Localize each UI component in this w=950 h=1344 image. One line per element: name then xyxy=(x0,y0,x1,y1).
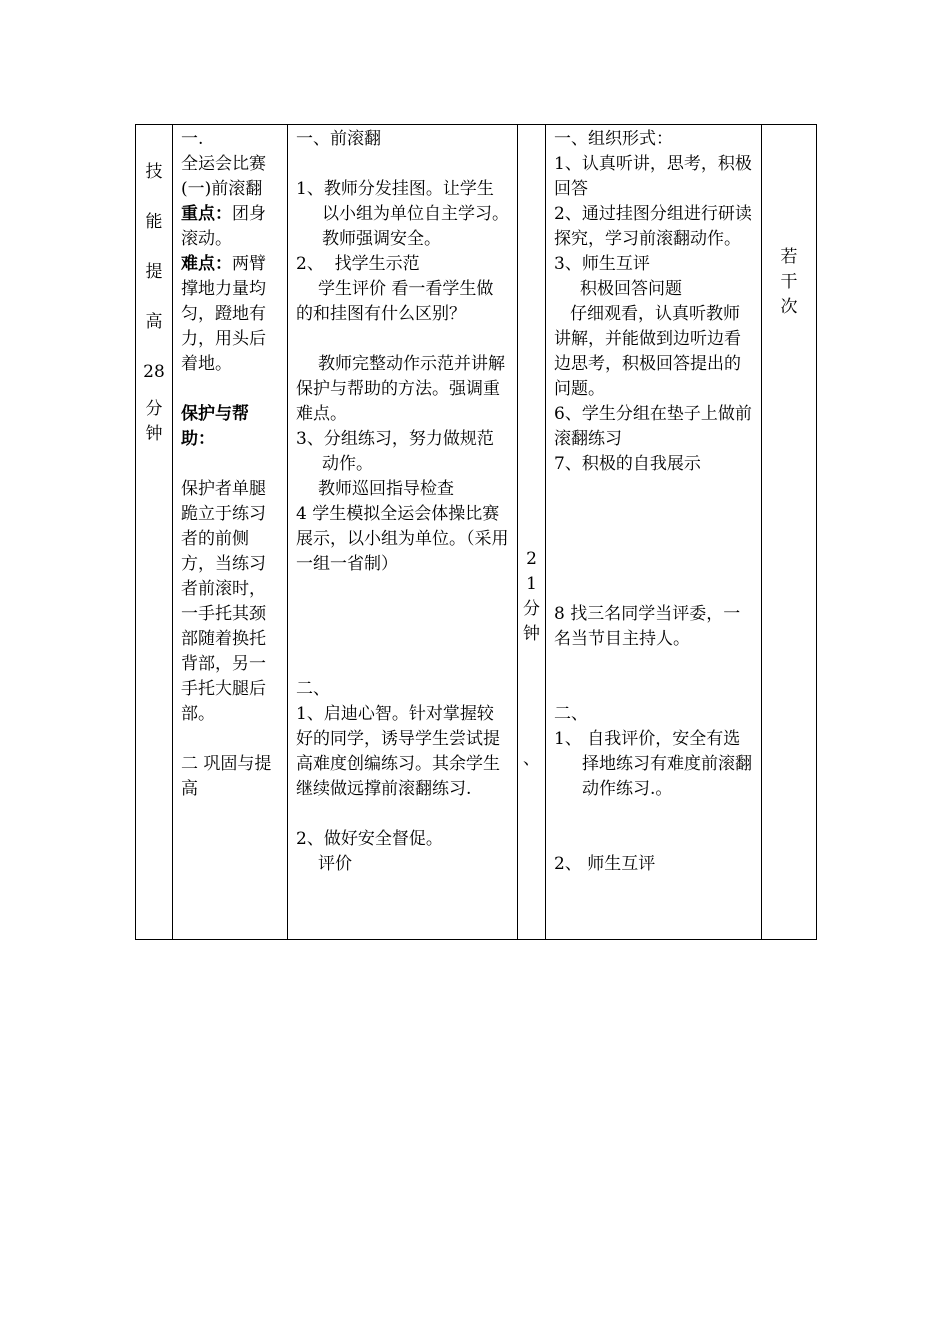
frequency-char: 干 xyxy=(780,272,798,292)
student-line: 3、师生互评 xyxy=(554,254,650,274)
student-line: 仔细观看，认真听教师讲解，并能做到边听边看边思考，积极回答提出的问题。 xyxy=(554,304,741,399)
key-point-text: 团身滚动。 xyxy=(181,204,266,249)
content-cell xyxy=(173,125,288,940)
student-line: 8 找三名同学当评委，一名当节目主持人。 xyxy=(554,604,741,649)
student-line: 积极回答问题 xyxy=(580,279,682,299)
stage-char: 分 xyxy=(145,399,163,419)
protection-label: 保护与帮助： xyxy=(181,404,249,449)
time-cell xyxy=(518,125,546,940)
content-subtitle: (一)前滚翻 xyxy=(181,179,263,199)
time-char: 钟 xyxy=(523,624,540,644)
teacher-line: 3、分组练习，努力做规范 xyxy=(296,429,494,449)
difficulty-label: 难点： xyxy=(181,254,232,274)
student-line: 一、组织形式： xyxy=(554,129,673,149)
stage-char: 能 xyxy=(145,212,163,232)
stage-char: 提 xyxy=(145,262,163,282)
teacher-line: 1、教师分发挂图。让学生 xyxy=(296,179,494,199)
part-two-heading: 二 巩固与提高 xyxy=(181,754,272,799)
teacher-line: 2、做好安全督促。 xyxy=(296,829,443,849)
key-point-label: 重点： xyxy=(181,204,232,224)
student-line: 7、积极的自我展示 xyxy=(554,454,701,474)
student-line: 1、认真听讲，思考，积极回答 xyxy=(554,154,752,199)
frequency-char: 若 xyxy=(780,247,798,267)
content-title: 全运会比赛 xyxy=(181,154,266,174)
content-heading: 一. xyxy=(181,129,204,149)
teacher-activity-cell xyxy=(288,125,518,940)
teacher-line: 学生评价 看一看学生做的和挂图有什么区别？ xyxy=(296,279,494,324)
teacher-line: 教师巡回指导检查 xyxy=(318,479,454,499)
time-mark: 、 xyxy=(523,749,540,769)
teacher-line: 教师完整动作示范并讲解保护与帮助的方法。强调重难点。 xyxy=(296,354,505,424)
protection-text: 保护者单腿跪立于练习者的前侧方，当练习者前滚时，一手托其颈部随着换托背部，另一手托大腿后部。 xyxy=(181,479,266,724)
frequency-cell xyxy=(762,125,817,940)
student-line: 6、学生分组在垫子上做前滚翻练习 xyxy=(554,404,752,449)
key-point xyxy=(181,202,279,252)
student-line: 2、 师生互评 xyxy=(554,854,656,874)
time-char: 2 xyxy=(526,549,537,569)
teacher-line: 2、 找学生示范 xyxy=(296,254,420,274)
teacher-line: 一、前滚翻 xyxy=(296,129,381,149)
student-line: 1、 自我评价，安全有选 xyxy=(554,729,741,749)
stage-char: 技 xyxy=(145,162,163,182)
teacher-line: 4 学生模拟全运会体操比赛展示，以小组为单位。（采用一组一省制） xyxy=(296,504,509,574)
stage-char: 高 xyxy=(145,312,163,332)
stage-minutes: 28 xyxy=(143,362,165,382)
teacher-line: 二、 xyxy=(296,679,330,699)
table-row xyxy=(136,125,817,940)
student-line: 择地练习有难度前滚翻动作练习.。 xyxy=(582,754,752,799)
student-line: 2、通过挂图分组进行研读探究，学习前滚翻动作。 xyxy=(554,204,752,249)
difficulty-text: 两臂撑地力量均匀，蹬地有力，用头后着地。 xyxy=(181,254,266,374)
time-char: 1 xyxy=(526,574,537,594)
stage-char: 钟 xyxy=(145,424,163,444)
student-line: 二、 xyxy=(554,704,588,724)
teacher-line: 评价 xyxy=(318,854,352,874)
time-char: 分 xyxy=(523,599,540,619)
lesson-plan-table xyxy=(135,124,817,940)
difficulty xyxy=(181,252,279,377)
frequency-char: 次 xyxy=(780,297,798,317)
teacher-line: 动作。 xyxy=(322,454,373,474)
teacher-line: 以小组为单位自主学习。教师强调安全。 xyxy=(322,204,509,249)
teacher-line: 1、启迪心智。针对掌握较好的同学，诱导学生尝试提高难度创编练习。其余学生继续做远撑前滚翻练习. xyxy=(296,704,500,799)
stage-cell xyxy=(136,125,173,940)
student-activity-cell xyxy=(546,125,762,940)
